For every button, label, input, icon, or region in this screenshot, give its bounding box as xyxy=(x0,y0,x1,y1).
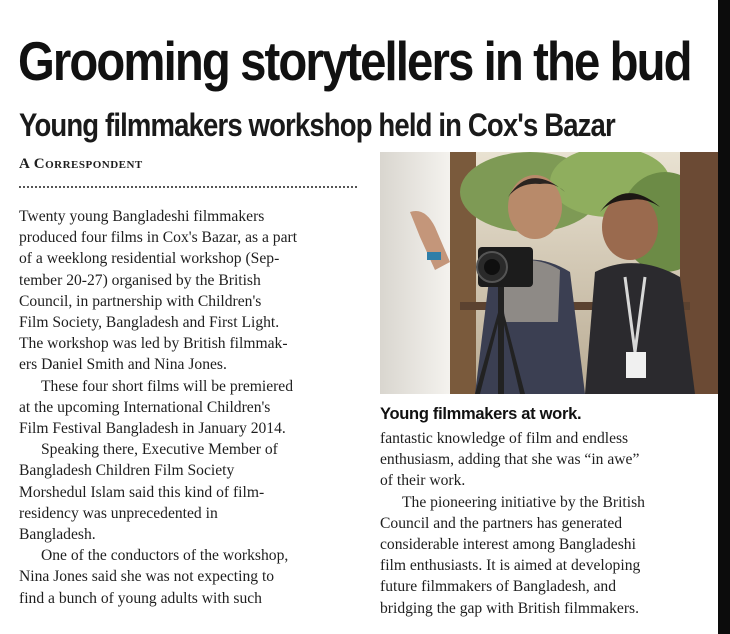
paragraph xyxy=(380,428,710,492)
text-line: at the upcoming International Children's xyxy=(19,398,271,416)
text-line: Speaking there, Executive Member of xyxy=(41,441,278,459)
text-line: Bangladesh. xyxy=(19,526,96,544)
page-edge-bar xyxy=(718,0,730,634)
byline: A Correspondent xyxy=(19,156,143,172)
text-line: These four short films will be premiered xyxy=(41,377,294,395)
text-line: Nina Jones said she was not expecting to xyxy=(19,568,275,586)
text-line: Film Festival Bangladesh in January 2014. xyxy=(19,420,286,438)
text-line: find a bunch of young adults with such xyxy=(19,589,262,607)
text-line: future filmmakers of Bangladesh, and xyxy=(380,578,617,596)
article-column-left xyxy=(19,206,357,609)
workshop-photo xyxy=(380,152,718,394)
paragraph xyxy=(19,376,357,440)
article-column-right xyxy=(380,428,710,619)
text-line: Twenty young Bangladeshi filmmakers xyxy=(19,208,265,225)
text-line: residency was unprecedented in xyxy=(19,504,218,522)
text-line: enthusiasm, adding that she was “in awe” xyxy=(380,451,640,469)
text-line: tember 20-27) organised by the British xyxy=(19,271,261,289)
text-line: Bangladesh Children Film Society xyxy=(19,462,235,480)
text-line: Film Society, Bangladesh and First Light. xyxy=(19,314,280,332)
text-line: fantastic knowledge of film and endless xyxy=(380,430,629,447)
text-line: Council and the partners has generated xyxy=(380,514,623,532)
text-line: of their work. xyxy=(380,472,466,490)
text-line: bridging the gap with British filmmakers. xyxy=(380,599,639,617)
text-line: film enthusiasts. It is aimed at developing xyxy=(380,557,641,575)
text-line: The pioneering initiative by the British xyxy=(402,493,645,511)
text-line: ers Daniel Smith and Nina Jones. xyxy=(19,356,227,374)
text-line: considerable interest among Bangladeshi xyxy=(380,536,636,554)
headline: Grooming storytellers in the bud xyxy=(18,30,691,92)
paragraph xyxy=(19,439,357,545)
photo-caption: Young filmmakers at work. xyxy=(380,405,582,423)
text-line: One of the conductors of the workshop, xyxy=(41,547,289,565)
paragraph xyxy=(19,206,357,376)
paragraph xyxy=(380,492,710,619)
text-line: of a weeklong residential workshop (Sep- xyxy=(19,250,280,268)
text-line: produced four films in Cox's Bazar, as a part xyxy=(19,229,298,247)
subheadline: Young filmmakers workshop held in Cox's Bazar xyxy=(19,107,615,143)
text-line: Morshedul Islam said this kind of film- xyxy=(19,483,265,501)
photo-illustration xyxy=(380,152,718,394)
dotted-divider xyxy=(19,186,357,188)
paragraph xyxy=(19,545,357,609)
text-line: The workshop was led by British filmmak- xyxy=(19,335,288,353)
text-line: Council, in partnership with Children's xyxy=(19,292,262,310)
